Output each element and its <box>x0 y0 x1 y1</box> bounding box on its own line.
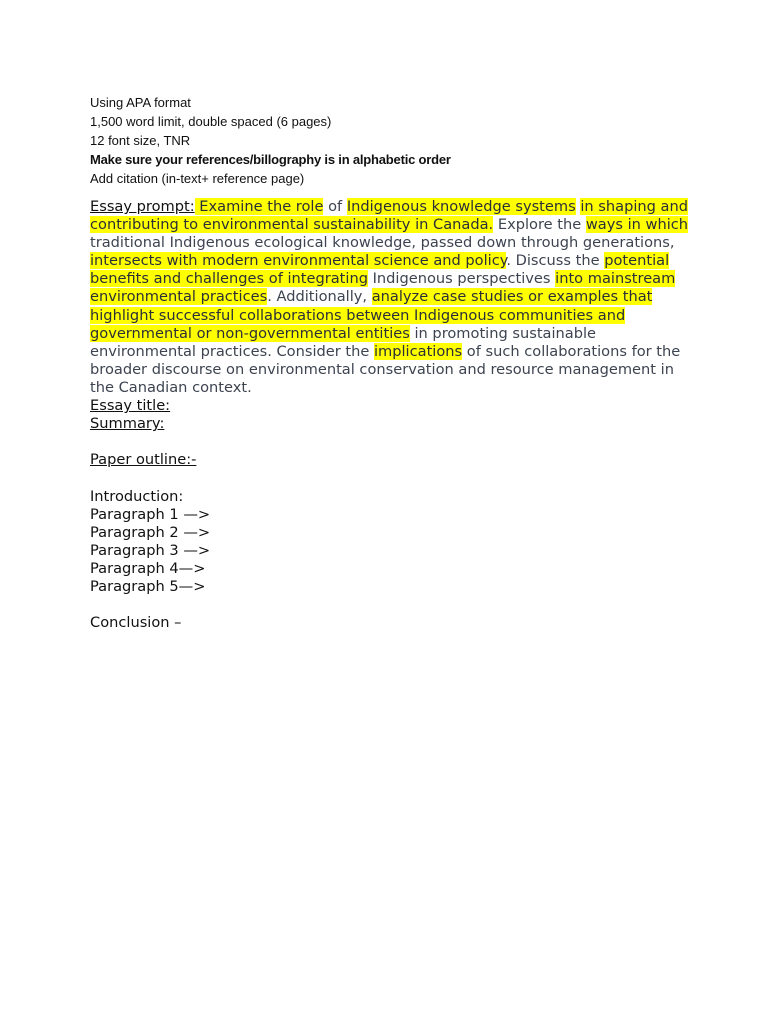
essay-prompt-text <box>90 198 688 396</box>
outline-introduction: Introduction: <box>90 487 184 505</box>
prompt-text-segment: . Discuss the <box>506 252 605 270</box>
highlighted-text: intersects with modern environmental science and policy <box>90 252 507 270</box>
document-page <box>90 93 690 632</box>
prompt-text-segment: in promoting sustainable environmental practices. Consider the <box>90 324 597 360</box>
essay-prompt-label: Essay prompt: <box>90 198 195 215</box>
essay-prompt <box>90 198 690 397</box>
outline-conclusion: Conclusion – <box>90 614 182 632</box>
highlighted-text: implications <box>373 342 463 360</box>
outline-paragraph-4: Paragraph 4—> <box>90 559 206 577</box>
highlighted-text: analyze case studies or examples that highlight successful collaborations between Indigenous communities and governmental or non-governmental entities <box>90 288 653 342</box>
prompt-text-segment: traditional Indigenous ecological knowledge, passed down through generations, <box>90 234 675 252</box>
essay-content <box>90 198 690 632</box>
requirement-word-limit: 1,500 word limit, double spaced (6 pages) <box>90 114 332 129</box>
prompt-text-segment: Explore the <box>493 216 586 234</box>
prompt-text-segment: Indigenous perspectives <box>367 270 556 288</box>
highlighted-text: Examine the role <box>199 198 324 215</box>
highlighted-text: potential benefits and challenges of integrating <box>90 252 670 288</box>
highlighted-text: Indigenous knowledge systems <box>346 198 576 215</box>
prompt-text-segment: . Additionally, <box>267 288 372 306</box>
essay-title-label: Essay title: <box>90 397 171 415</box>
outline-paragraph-3: Paragraph 3 —> <box>90 541 211 559</box>
highlighted-text: into mainstream environmental practices <box>90 270 676 306</box>
highlighted-text: in shaping and contributing to environmental sustainability in Canada. <box>90 198 689 234</box>
blank-line <box>90 469 690 487</box>
requirement-references-order: Make sure your references/billography is in alphabetic order <box>90 152 451 167</box>
outline-paragraph-2: Paragraph 2 —> <box>90 523 211 541</box>
blank-line <box>90 596 690 614</box>
requirements-list <box>90 93 690 188</box>
outline-paragraph-1: Paragraph 1 —> <box>90 505 211 523</box>
highlighted-text: ways in which <box>585 216 689 234</box>
outline-paragraph-5: Paragraph 5—> <box>90 577 206 595</box>
summary-label: Summary: <box>90 415 165 433</box>
requirement-format: Using APA format <box>90 95 191 110</box>
prompt-text-segment: of <box>323 198 347 215</box>
requirement-font: 12 font size, TNR <box>90 133 191 148</box>
blank-line <box>90 433 690 451</box>
prompt-text-segment: of such collaborations for the broader discourse on environmental conservation and resource management in the Canadian context. <box>90 342 681 396</box>
paper-outline-label: Paper outline:- <box>90 451 197 469</box>
requirement-citation: Add citation (in-text+ reference page) <box>90 171 305 186</box>
